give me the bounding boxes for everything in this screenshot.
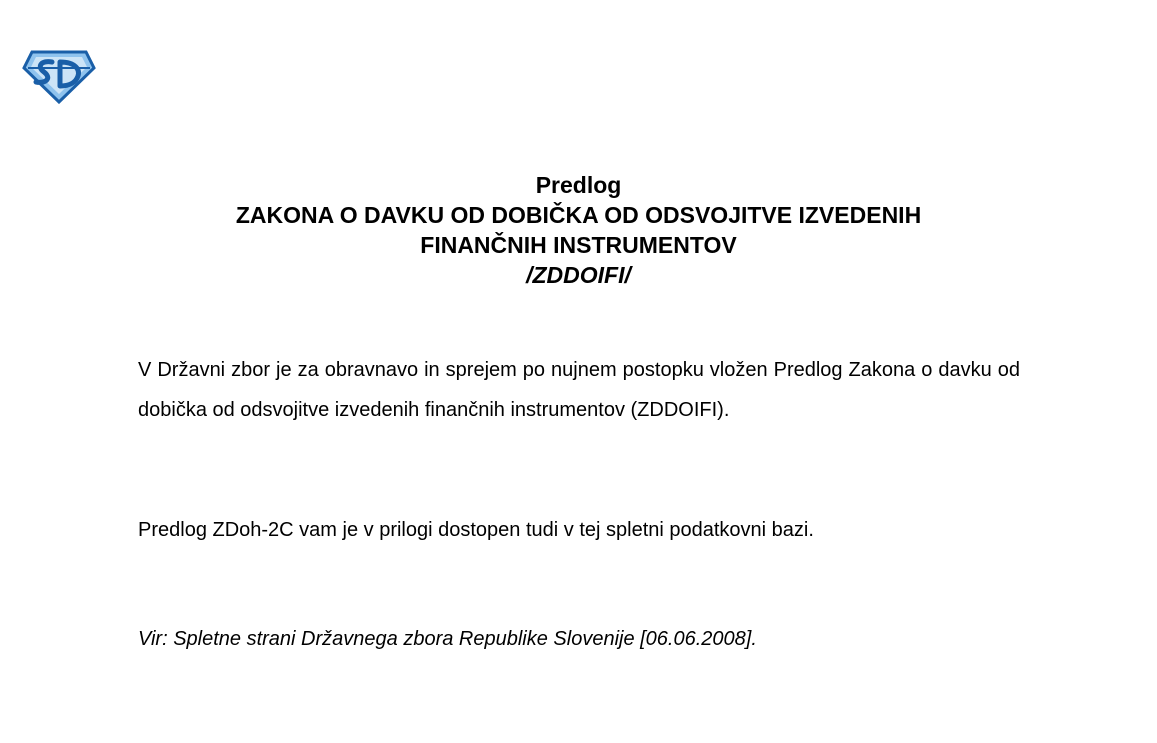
title-line-predlog: Predlog	[535, 172, 622, 198]
attachment-paragraph: Predlog ZDoh-2C vam je v prilogi dostopen tudi v tej spletni podatkovni bazi.	[138, 519, 814, 541]
document-title	[0, 170, 1157, 290]
intro-paragraph: V Državni zbor je za obravnavo in sprejem po nujnem postopku vložen Predlog Zakona o davku od dobička od odsvojitve izvedenih finančnih instrumentov (ZDDOIFI).	[138, 359, 1020, 421]
title-line-law-name-cont: FINANČNIH INSTRUMENTOV	[420, 232, 737, 258]
sd-shield-logo	[22, 48, 96, 104]
title-line-law-name: ZAKONA O DAVKU OD DOBIČKA OD ODSVOJITVE IZVEDENIH	[235, 202, 922, 228]
source-note: Vir: Spletne strani Državnega zbora Republike Slovenije [06.06.2008].	[138, 628, 757, 650]
title-line-abbreviation: /ZDDOIFI/	[526, 262, 631, 288]
